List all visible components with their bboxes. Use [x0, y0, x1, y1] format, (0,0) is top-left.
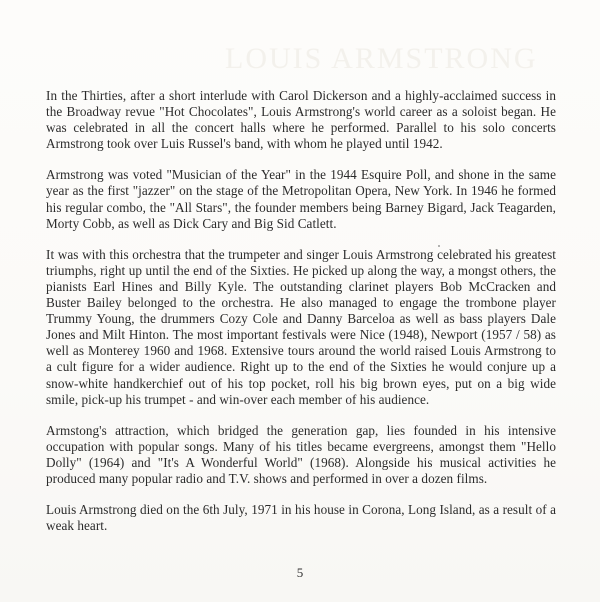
page-number: 5 [296, 565, 304, 580]
paragraph-thirties-career: In the Thirties, after a short interlude with Carol Dickerson and a highly-acclaimed success in the Broadway revue "Hot Chocolates", Louis Armstrong's world career as a soloist began. He was celebrated in all the concert halls where he performed. Parallel to his solo concerts Armstrong took over Luis Russel's band, with whom he played until 1942. [46, 88, 556, 152]
paragraph-popular-songs: Armstong's attraction, which bridged the generation gap, lies founded in his intensive occupation with popular songs. Many of his titles became evergreens, amongst them "Hello Dolly" (1964) and "It's A Wonderful World" (1968). Alongside his musical activities he produced many popular radio and T.V. shows and performed in over a dozen films. [46, 422, 556, 486]
print-speck [438, 245, 440, 247]
paragraph-musician-of-year: Armstrong was voted "Musician of the Year" in the 1944 Esquire Poll, and shone in the same year as the first "jazzer" on the stage of the Metropolitan Opera, New York. In 1946 he formed his regular combo, the "All Stars", the founder members being Barney Bigard, Jack Teagarden, Morty Cobb, as well as Dick Cary and Big Sid Catlett. [46, 167, 556, 231]
paragraph-all-stars-orchestra: It was with this orchestra that the trumpeter and singer Louis Armstrong celebrated his greatest triumphs, right up until the end of the Sixties. He picked up along the way, a mongst others, the pianists Earl Hines and Billy Kyle. The outstanding clarinet players Bob McCracken and Buster Bailey belonged to the orchestra. He also managed to engage the trombone player Trummy Young, the drummers Cozy Cole and Danny Barceloa as well as bass players Dale Jones and Milt Hinton. The most important festivals were Nice (1948), Newport (1957 / 58) as well as Monterey 1960 and 1968. Extensive tours around the world raised Louis Armstrong to a cult figure for a wider audience. Right up to the end of the Sixties he would conjure up a snow-white handkerchief out of his top pocket, roll his big brown eyes, put on a big wide smile, pick-up his trumpet - and win-over each member of his audience. [46, 246, 556, 407]
faint-header-watermark: LOUIS ARMSTRONG [225, 42, 538, 75]
paragraph-death: Louis Armstrong died on the 6th July, 1971 in his house in Corona, Long Island, as a result of a weak heart. [46, 502, 556, 534]
article-body [46, 88, 556, 549]
